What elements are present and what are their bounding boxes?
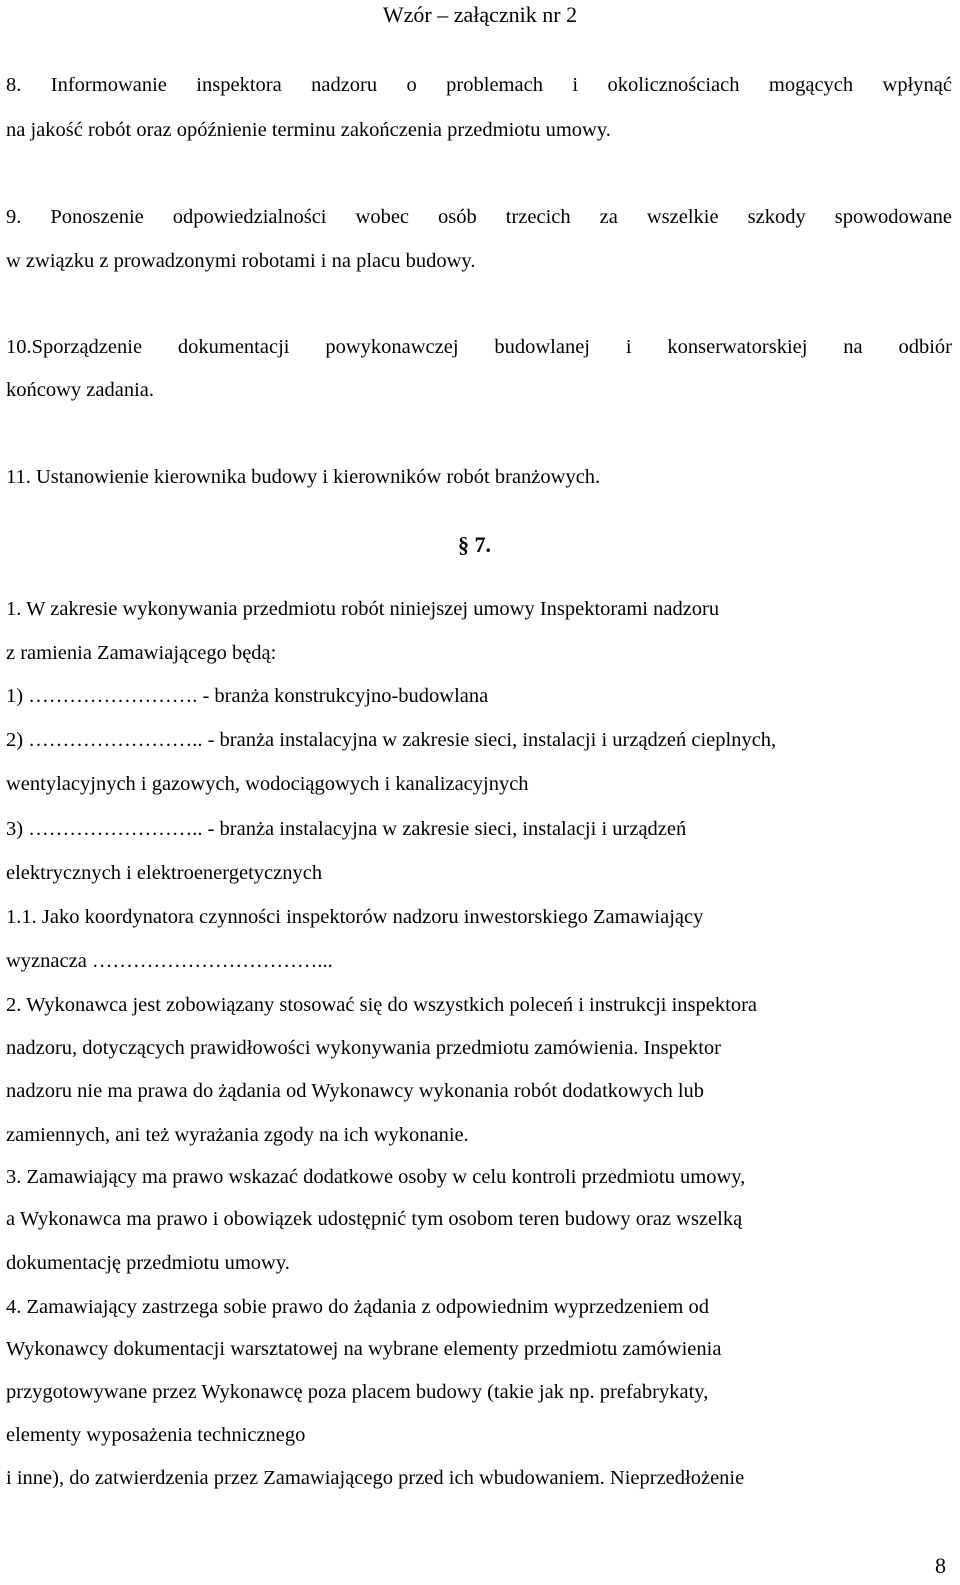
text-line: 4. Zamawiający zastrzega sobie prawo do żądania z odpowiednim wyprzedzeniem od xyxy=(6,1296,709,1318)
text-line: wyznacza ……………………………... xyxy=(6,950,333,972)
text-line: wentylacyjnych i gazowych, wodociągowych i kanalizacyjnych xyxy=(6,773,529,795)
section-heading: § 7. xyxy=(458,532,491,557)
text-line: przygotowywane przez Wykonawcę poza placem budowy (takie jak np. prefabrykaty, xyxy=(6,1381,709,1403)
text-line: 3. Zamawiający ma prawo wskazać dodatkowe osoby w celu kontroli przedmiotu umowy, xyxy=(6,1166,746,1188)
text-line: 1. W zakresie wykonywania przedmiotu robót niniejszej umowy Inspektorami nadzoru xyxy=(6,598,720,620)
text-line: 11. Ustanowienie kierownika budowy i kierowników robót branżowych. xyxy=(6,466,601,488)
text-line: i inne), do zatwierdzenia przez Zamawiającego przed ich wbudowaniem. Nieprzedłożenie xyxy=(6,1467,745,1489)
text-line: 2. Wykonawca jest zobowiązany stosować się do wszystkich poleceń i instrukcji inspektora xyxy=(6,994,758,1016)
text-line: na jakość robót oraz opóźnienie terminu zakończenia przedmiotu umowy. xyxy=(6,119,611,141)
text-line: z ramienia Zamawiającego będą: xyxy=(6,642,277,664)
text-line: Wykonawcy dokumentacji warsztatowej na wybrane elementy przedmiotu zamówienia xyxy=(6,1338,722,1360)
text-line: a Wykonawca ma prawo i obowiązek udostępnić tym osobom teren budowy oraz wszelką xyxy=(6,1208,743,1230)
text-line: w związku z prowadzonymi robotami i na placu budowy. xyxy=(6,250,476,272)
text-line: nadzoru, dotyczących prawidłowości wykonywania przedmiotu zamówienia. Inspektor xyxy=(6,1037,721,1059)
text-line: dokumentację przedmiotu umowy. xyxy=(6,1252,290,1274)
text-line: końcowy zadania. xyxy=(6,379,154,401)
page-header-title: Wzór – załącznik nr 2 xyxy=(382,2,578,27)
text-line: elektrycznych i elektroenergetycznych xyxy=(6,862,323,884)
text-line: zamiennych, ani też wyrażania zgody na ich wykonanie. xyxy=(6,1124,469,1146)
text-line: 1) ……………………. - branża konstrukcyjno-budowlana xyxy=(6,685,489,707)
text-line: nadzoru nie ma prawa do żądania od Wykonawcy wykonania robót dodatkowych lub xyxy=(6,1080,705,1102)
text-line: 3) …………………….. - branża instalacyjna w zakresie sieci, instalacji i urządzeń xyxy=(6,818,687,840)
text-line: 2) …………………….. - branża instalacyjna w zakresie sieci, instalacji i urządzeń cieplnych, xyxy=(6,729,777,751)
text-line: 10.Sporządzenie dokumentacji powykonawczej budowlanej i konserwatorskiej na odbiór xyxy=(6,336,952,358)
text-line: 1.1. Jako koordynatora czynności inspektorów nadzoru inwestorskiego Zamawiający xyxy=(6,906,704,928)
text-line: elementy wyposażenia technicznego xyxy=(6,1424,306,1446)
page-number: 8 xyxy=(935,1553,946,1578)
text-line: 9. Ponoszenie odpowiedzialności wobec osób trzecich za wszelkie szkody spowodowane xyxy=(6,206,952,228)
text-line: 8. Informowanie inspektora nadzoru o problemach i okolicznościach mogących wpłynąć xyxy=(6,74,952,96)
